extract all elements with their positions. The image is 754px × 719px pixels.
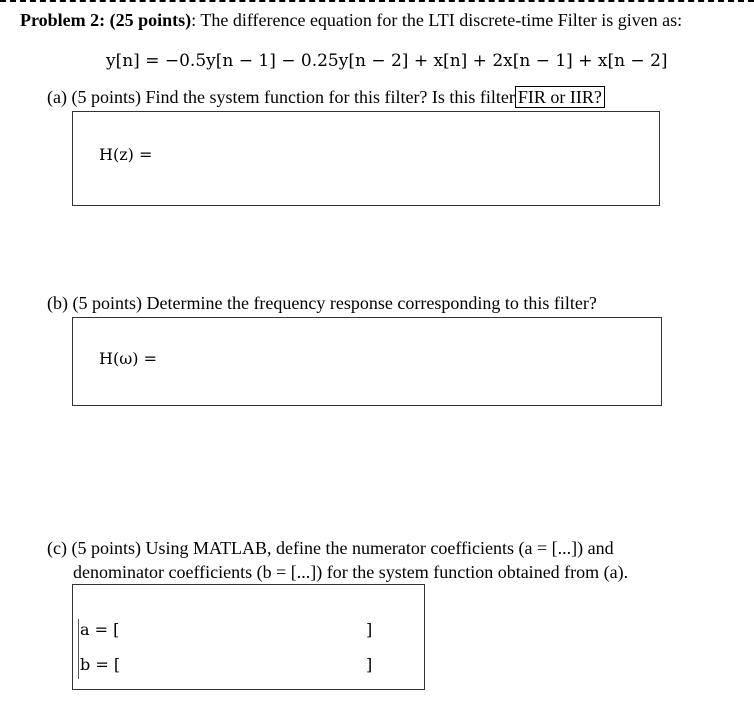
part-b-question: (b) (5 points) Determine the frequency response corresponding to this filter? bbox=[47, 293, 597, 313]
answer-box-c[interactable] bbox=[72, 584, 425, 690]
answer-box-a[interactable] bbox=[72, 111, 660, 206]
problem-header bbox=[20, 9, 682, 31]
a-coefficients-label: a = [ bbox=[80, 620, 120, 639]
difference-equation: y[n] = −0.5y[n − 1] − 0.25y[n − 2] + x[n] + 2x[n − 1] + x[n − 2] bbox=[106, 51, 668, 71]
b-coefficients-label: b = [ bbox=[80, 655, 121, 674]
answer-box-b[interactable] bbox=[72, 317, 662, 406]
fir-iir-boxed-text: FIR or IIR? bbox=[515, 86, 605, 108]
part-c-question-line1: (c) (5 points) Using MATLAB, define the numerator coefficients (a = [...]) and bbox=[47, 538, 614, 558]
dashed-separator bbox=[0, 0, 754, 2]
left-margin-rule bbox=[78, 619, 79, 679]
part-a-text: (a) (5 points) Find the system function for this filter? Is this filter bbox=[47, 87, 515, 107]
problem-intro: : The difference equation for the LTI discrete-time Filter is given as: bbox=[191, 10, 683, 30]
part-c-question-line2: denominator coefficients (b = [...]) for the system function obtained from (a). bbox=[73, 562, 629, 582]
a-close-bracket: ] bbox=[366, 620, 373, 639]
part-a-question bbox=[47, 86, 605, 108]
hw-label: H(ω) = bbox=[99, 349, 157, 368]
b-close-bracket: ] bbox=[366, 655, 373, 674]
problem-heading: Problem 2: (25 points) bbox=[20, 10, 192, 30]
hz-label: H(z) = bbox=[99, 145, 153, 164]
